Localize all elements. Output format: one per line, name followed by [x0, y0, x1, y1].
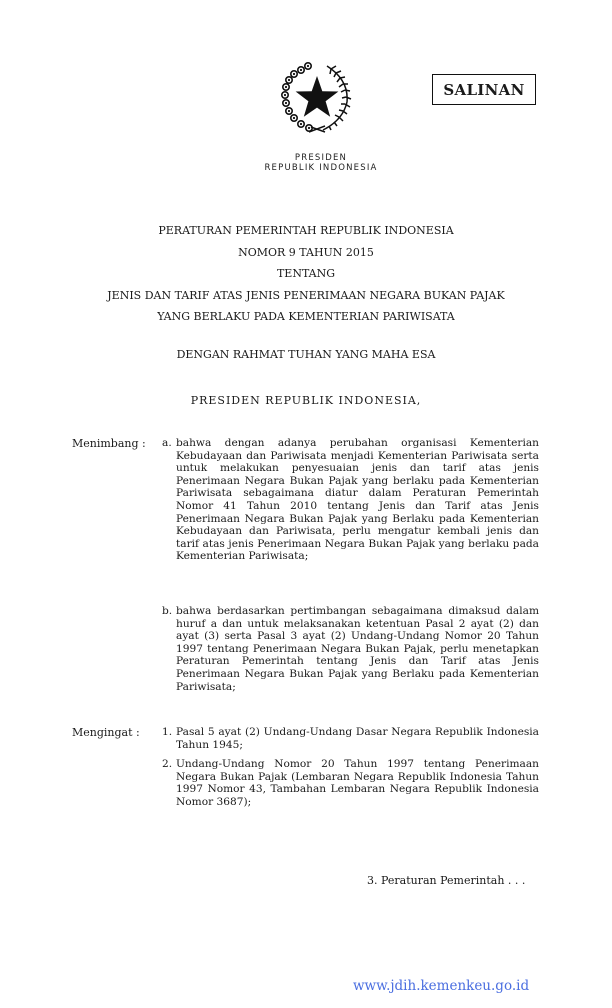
item-text: bahwa berdasarkan pertimbangan sebagaimana dimaksud dalam huruf a dan untuk melaksanakan ketentuan Pasal 2 ayat (2) dan ayat (3) serta Pasal 3 ayat (2) Undang-Undang Nomor 20 Tahun 1997 tentang Penerimaan Negara Bukan Pajak, perlu menetapkan Peraturan Pemerintah tentang Jenis dan Tarif atas Jenis Penerimaan Negara Bukan Pajak yang Berlaku pada Kementerian Pariwisata; [176, 605, 539, 693]
regulation-title-line1: PERATURAN PEMERINTAH REPUBLIK INDONESIA [158, 224, 454, 237]
office-label-presiden: PRESIDEN [294, 153, 348, 163]
invocation: DENGAN RAHMAT TUHAN YANG MAHA ESA [176, 348, 436, 361]
salinan-label: SALINAN [443, 80, 525, 99]
salinan-stamp [432, 74, 536, 105]
regulation-subject-line1: JENIS DAN TARIF ATAS JENIS PENERIMAAN NEGARA BUKAN PAJAK [107, 289, 505, 302]
menimbang-item-a [162, 437, 539, 563]
item-text: Undang-Undang Nomor 20 Tahun 1997 tentang Penerimaan Negara Bukan Pajak (Lembaran Negara Republik Indonesia Tahun 1997 Nomor 43, Tambahan Lembaran Negara Republik Indonesia Nomor 3687); [176, 758, 539, 808]
menimbang-label: Menimbang : [72, 437, 146, 450]
item-text: Pasal 5 ayat (2) Undang-Undang Dasar Negara Republik Indonesia Tahun 1945; [176, 726, 539, 751]
item-number: 2. [162, 758, 173, 770]
regulation-number: NOMOR 9 TAHUN 2015 [238, 246, 374, 259]
issuer: PRESIDEN REPUBLIK INDONESIA, [190, 394, 422, 407]
mengingat-item-2 [162, 758, 539, 808]
office-label-republik: REPUBLIK INDONESIA [264, 163, 378, 173]
regulation-tentang: TENTANG [276, 267, 336, 280]
mengingat-item-1 [162, 726, 539, 751]
page-continuation: 3. Peraturan Pemerintah . . . [367, 874, 526, 887]
item-number: a. [162, 437, 172, 449]
item-text: bahwa dengan adanya perubahan organisasi Kementerian Kebudayaan dan Pariwisata menjadi Kementerian Pariwisata serta untuk melakukan penyesuaian jenis dan tarif atas jenis Penerimaan Negara Bukan Pajak yang berlaku pada Kementerian Pariwisata sebagaimana diatur dalam Peraturan Pemerintah Nomor 41 Tahun 2010 tentang Jenis dan Tarif atas Jenis Penerimaan Negara Bukan Pajak yang Berlaku pada Kementerian Kebudayaan dan Pariwisata, perlu mengatur kembali jenis dan tarif atas jenis Penerimaan Negara Bukan Pajak yang berlaku pada Kementerian Pariwisata; [176, 437, 539, 563]
item-number: b. [162, 605, 173, 617]
garuda-star-emblem-icon [279, 60, 355, 136]
jdih-website-link[interactable]: www.jdih.kemenkeu.go.id [353, 978, 530, 994]
mengingat-label: Mengingat : [72, 726, 140, 739]
menimbang-item-b [162, 605, 539, 693]
regulation-subject-line2: YANG BERLAKU PADA KEMENTERIAN PARIWISATA [157, 310, 455, 323]
item-number: 1. [162, 726, 173, 738]
